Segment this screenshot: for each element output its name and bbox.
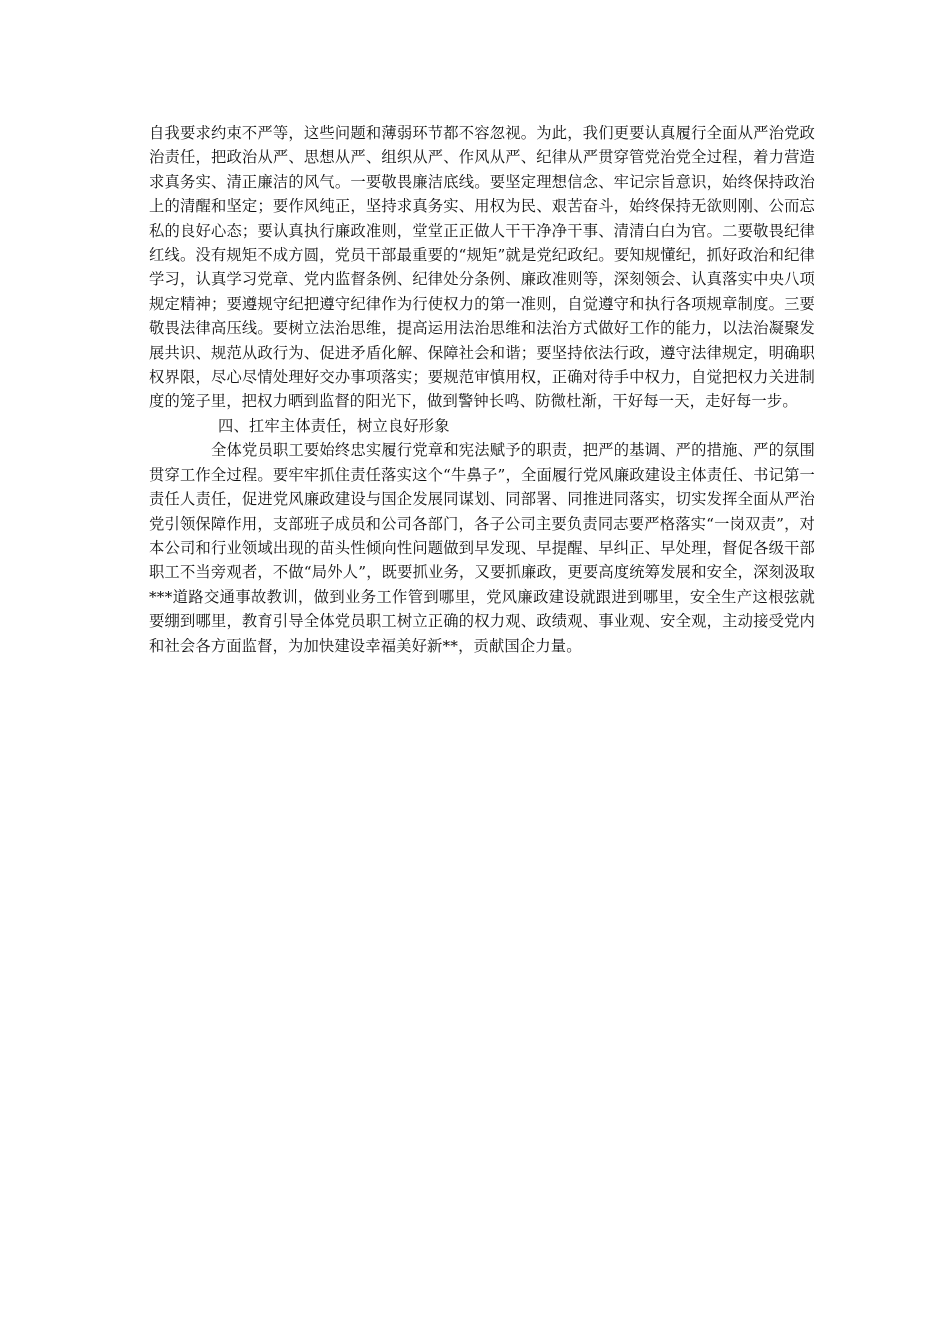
document-body xyxy=(149,121,815,658)
section-heading-four: 四、扛牢主体责任，树立良好形象 xyxy=(218,416,450,435)
paragraph-continuation: 自我要求约束不严等，这些问题和薄弱环节都不容忽视。为此，我们更要认真履行全面从严治党政治责任，把政治从严、思想从严、组织从严、作风从严、纪律从严贯穿管党治党全过程，着力营造求真务实、清正廉洁的风气。一要敬畏廉洁底线。要坚定理想信念、牢记宗旨意识，始终保持政治上的清醒和坚定；要作风纯正，坚持求真务实、用权为民、艰苦奋斗，始终保持无欲则刚、公而忘私的良好心态；要认真执行廉政准则，堂堂正正做人干干净净干事、清清白白为官。二要敬畏纪律红线。没有规矩不成方圆，党员干部最重要的“规矩”就是党纪政纪。要知规懂纪，抓好政治和纪律学习，认真学习党章、党内监督条例、纪律处分条例、廉政准则等，深刻领会、认真落实中央八项规定精神；要遵规守纪把遵守纪律作为行使权力的第一准则，自觉遵守和执行各项规章制度。三要敬畏法律高压线。要树立法治思维，提高运用法治思维和法治方式做好工作的能力，以法治凝聚发展共识、规范从政行为、促进矛盾化解、保障社会和谐；要坚持依法行政，遵守法律规定，明确职权界限，尽心尽情处理好交办事项落实；要规范审慎用权，正确对待手中权力，自觉把权力关进制度的笼子里，把权力晒到监督的阳光下，做到警钟长鸣、防微杜渐，干好每一天，走好每一步。 xyxy=(149,124,815,411)
paragraph-responsibility: 全体党员职工要始终忠实履行党章和宪法赋予的职责，把严的基调、严的措施、严的氛围贯穿工作全过程。要牢牢抓住责任落实这个“牛鼻子”，全面履行党风廉政建设主体责任、书记第一责任人责任，促进党风廉政建设与国企发展同谋划、同部署、同推进同落实，切实发挥全面从严治党引领保障作用，支部班子成员和公司各部门，各子公司主要负责同志要严格落实“一岗双责”，对本公司和行业领域出现的苗头性倾向性问题做到早发现、早提醒、早纠正、早处理，督促各级干部职工不当旁观者，不做“局外人”，既要抓业务，又要抓廉政，更要高度统筹发展和安全，深刻汲取***道路交通事故教训，做到业务工作管到哪里，党风廉政建设就跟进到哪里，安全生产这根弦就要绷到哪里，教育引导全体党员职工树立正确的权力观、政绩观、事业观、安全观，主动接受党内和社会各方面监督，为加快建设幸福美好新**，贡献国企力量。 xyxy=(149,441,815,655)
